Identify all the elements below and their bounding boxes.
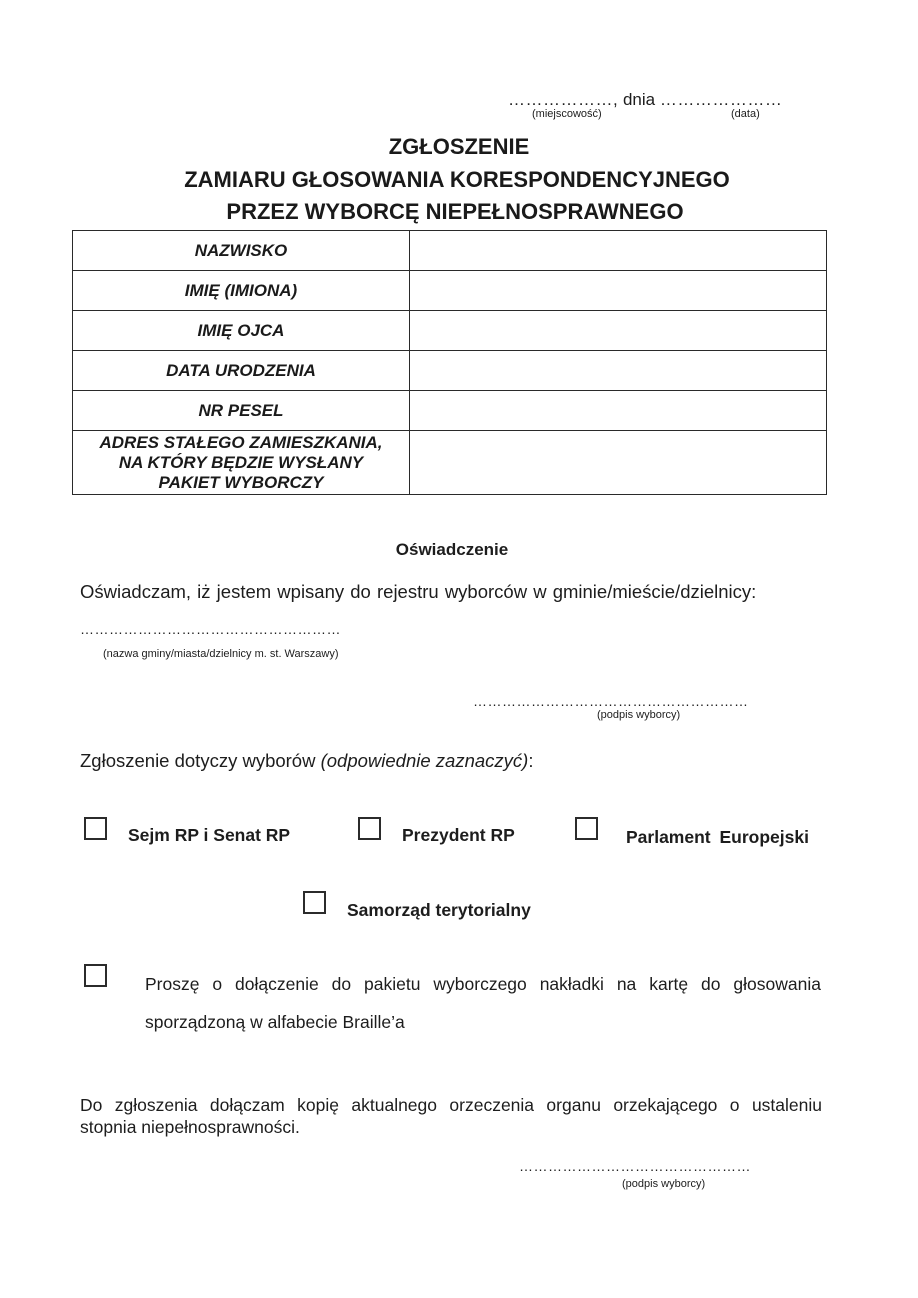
address-label	[73, 431, 410, 495]
pesel-label: NR PESEL	[73, 391, 410, 431]
parlament-europejski-checkbox[interactable]	[575, 817, 598, 840]
signature-field[interactable]: …………………………………………………	[473, 693, 749, 709]
elections-intro	[80, 750, 533, 772]
title-line-2: ZAMIARU GŁOSOWANIA KORESPONDENCYJNEGO	[184, 167, 730, 192]
parlament-europejski-label: Parlament Europejski	[626, 827, 809, 847]
elections-intro-text: Zgłoszenie dotyczy wyborów	[80, 750, 321, 771]
table-row	[73, 311, 827, 351]
elections-intro-hint: (odpowiednie zaznaczyć)	[320, 750, 529, 771]
gmina-caption: (nazwa gminy/miasta/dzielnicy m. st. Warszawy)	[103, 648, 339, 660]
table-row	[73, 431, 827, 495]
birth-date-label: DATA URODZENIA	[73, 351, 410, 391]
sejm-senat-checkbox[interactable]	[84, 817, 107, 840]
dnia-label: dnia	[622, 90, 656, 109]
final-signature-caption: (podpis wyborcy)	[622, 1178, 706, 1190]
elections-intro-colon: :	[528, 750, 534, 771]
declaration-text: Oświadczam, iż jestem wpisany do rejestru wyborców w gminie/mieście/dzielnicy:	[80, 581, 757, 602]
personal-data-table	[72, 230, 827, 495]
surname-label: NAZWISKO	[73, 231, 410, 271]
attachment-text-line-2: stopnia niepełnosprawności.	[80, 1117, 300, 1137]
prezydent-checkbox[interactable]	[358, 817, 381, 840]
signature-caption: (podpis wyborcy)	[597, 709, 681, 721]
gmina-field[interactable]: ………………………………………………	[80, 621, 341, 637]
birth-date-field[interactable]	[410, 351, 827, 391]
table-row	[73, 391, 827, 431]
address-label-line-1: ADRES STAŁEGO ZAMIESZKANIA,	[99, 432, 383, 452]
attachment-text-line-1: Do zgłoszenia dołączam kopię aktualnego orzeczenia organu orzekającego o ustaleniu	[80, 1095, 822, 1115]
sejm-senat-label: Sejm RP i Senat RP	[128, 825, 291, 845]
place-caption: (miejscowość)	[532, 108, 602, 120]
first-names-label: IMIĘ (IMIONA)	[73, 271, 410, 311]
samorzad-label: Samorząd terytorialny	[347, 900, 531, 920]
address-field[interactable]	[410, 431, 827, 495]
address-label-line-2: NA KTÓRY BĘDZIE WYSŁANY	[118, 452, 364, 472]
pesel-field[interactable]	[410, 391, 827, 431]
place-date-line	[508, 90, 782, 110]
prezydent-label: Prezydent RP	[402, 825, 515, 845]
final-signature-field[interactable]: …………………………………………	[519, 1158, 751, 1174]
date-field[interactable]: …………………	[659, 90, 783, 109]
table-row	[73, 271, 827, 311]
date-caption: (data)	[731, 108, 760, 120]
braille-text-line-2: sporządzoną w alfabecie Braille’a	[145, 1012, 405, 1032]
address-label-line-3: PAKIET WYBORCZY	[158, 472, 324, 492]
braille-text-line-1: Proszę o dołączenie do pakietu wyborczego nakładki na kartę do głosowania	[145, 974, 821, 994]
samorzad-checkbox[interactable]	[303, 891, 326, 914]
declaration-heading: Oświadczenie	[395, 540, 509, 559]
braille-checkbox[interactable]	[84, 964, 107, 987]
place-field[interactable]: ………………,	[508, 90, 619, 109]
father-name-label: IMIĘ OJCA	[73, 311, 410, 351]
title-line-1: ZGŁOSZENIE	[388, 134, 530, 159]
table-row	[73, 231, 827, 271]
surname-field[interactable]	[410, 231, 827, 271]
father-name-field[interactable]	[410, 311, 827, 351]
first-names-field[interactable]	[410, 271, 827, 311]
title-line-3: PRZEZ WYBORCĘ NIEPEŁNOSPRAWNEGO	[226, 199, 684, 224]
table-row	[73, 351, 827, 391]
